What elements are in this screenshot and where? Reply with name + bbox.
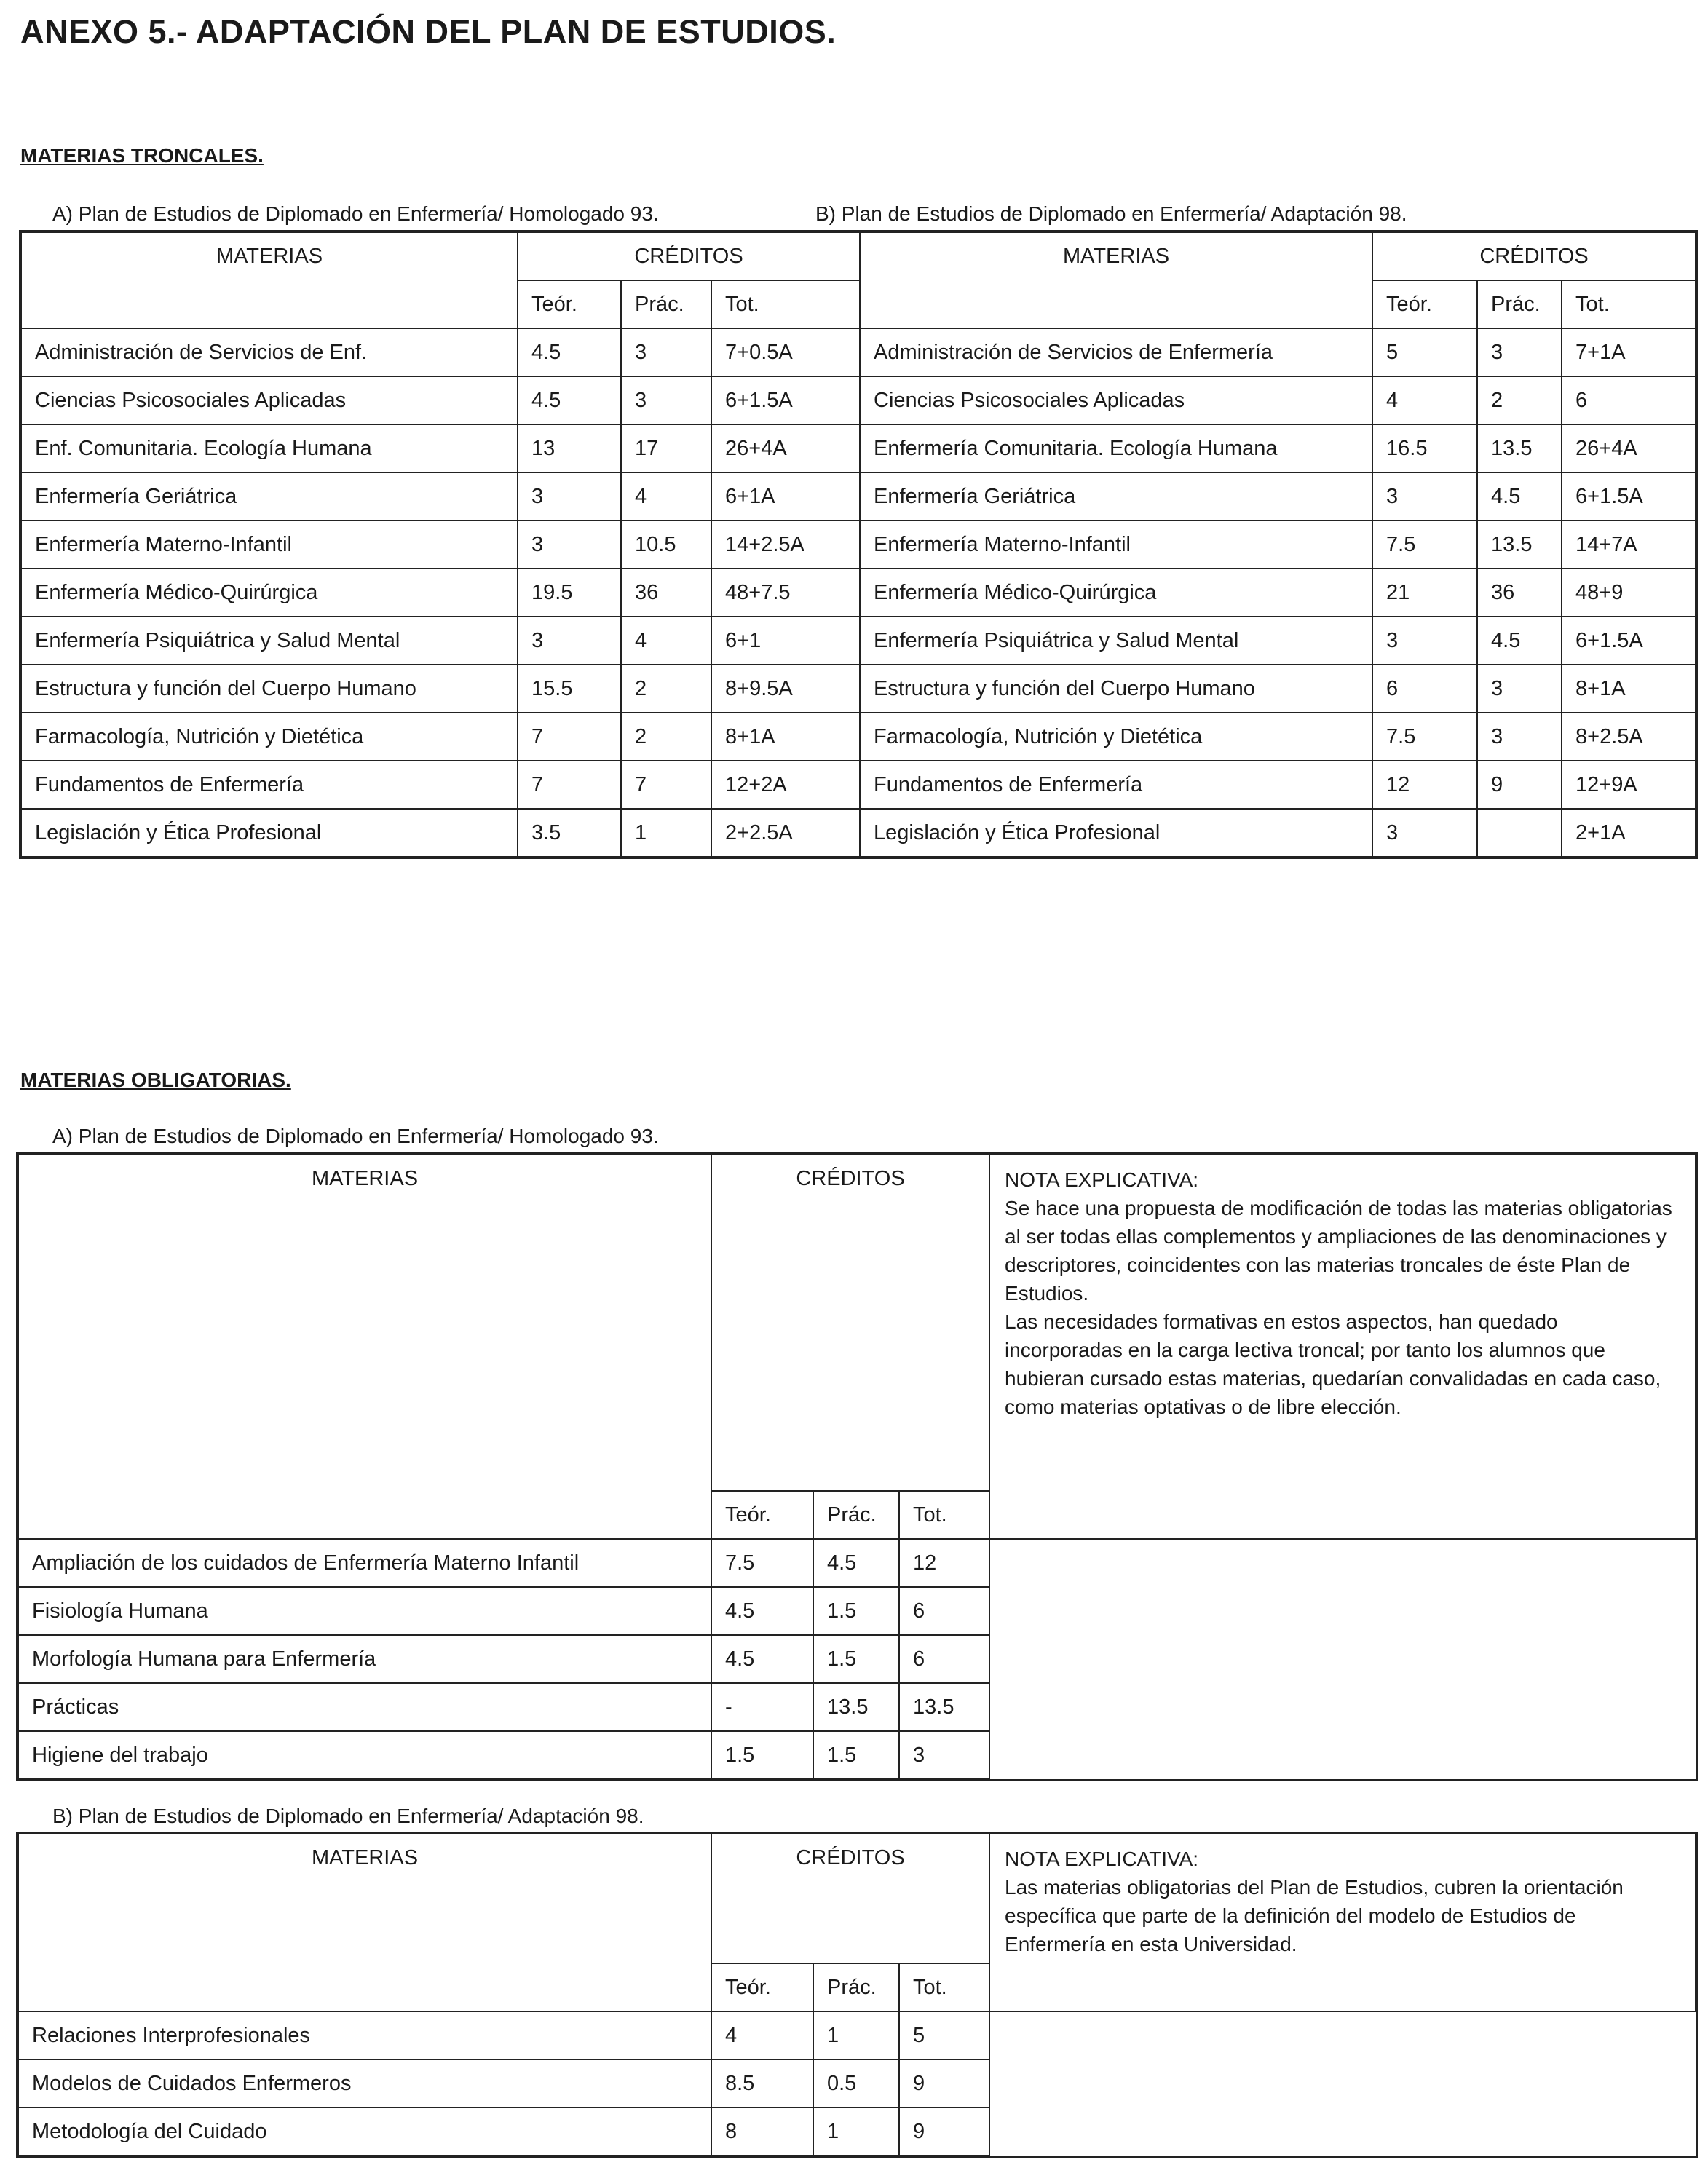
header-materias: MATERIAS <box>18 1155 711 1539</box>
cell-prac-b: 9 <box>1477 761 1562 809</box>
table-row <box>21 809 1696 857</box>
table-row <box>18 2059 1696 2107</box>
cell-prac: 1 <box>813 2107 899 2156</box>
cell-materia-a: Administración de Servicios de Enf. <box>21 328 518 376</box>
cell-prac-a: 4 <box>621 472 711 521</box>
table-row <box>18 1539 1696 1587</box>
nota-title: NOTA EXPLICATIVA: <box>1005 1168 1199 1191</box>
table-row <box>21 424 1696 472</box>
cell-teor-a: 15.5 <box>518 665 621 713</box>
cell-prac-b: 3 <box>1477 328 1562 376</box>
header-tot-b: Tot. <box>1562 280 1696 328</box>
cell-teor: 7.5 <box>711 1539 813 1587</box>
header-prac: Prác. <box>813 1963 899 2011</box>
cell-tot: 6 <box>899 1587 989 1635</box>
cell-tot-b: 7+1A <box>1562 328 1696 376</box>
cell-prac-b: 4.5 <box>1477 617 1562 665</box>
header-teor: Teór. <box>711 1963 813 2011</box>
header-prac-b: Prác. <box>1477 280 1562 328</box>
cell-prac-a: 17 <box>621 424 711 472</box>
page-title: ANEXO 5.- ADAPTACIÓN DEL PLAN DE ESTUDIOS. <box>20 13 837 50</box>
caption-obligatorias-b: B) Plan de Estudios de Diplomado en Enfermería/ Adaptación 98. <box>52 1805 644 1827</box>
cell-materia: Morfología Humana para Enfermería <box>18 1635 711 1683</box>
cell-prac-b <box>1477 809 1562 857</box>
cell-materia-b: Farmacología, Nutrición y Dietética <box>860 713 1372 761</box>
cell-prac-a: 4 <box>621 617 711 665</box>
header-tot-a: Tot. <box>711 280 860 328</box>
cell-teor-a: 13 <box>518 424 621 472</box>
cell-tot: 12 <box>899 1539 989 1587</box>
cell-tot-a: 8+9.5A <box>711 665 860 713</box>
cell-materia: Ampliación de los cuidados de Enfermería Materno Infantil <box>18 1539 711 1587</box>
cell-teor: - <box>711 1683 813 1731</box>
cell-teor: 1.5 <box>711 1731 813 1779</box>
cell-tot-a: 48+7.5 <box>711 569 860 617</box>
nota-explicativa <box>989 1834 1696 2011</box>
cell-materia: Fisiología Humana <box>18 1587 711 1635</box>
cell-prac-a: 10.5 <box>621 521 711 569</box>
table-row <box>21 472 1696 521</box>
cell-materia-b: Estructura y función del Cuerpo Humano <box>860 665 1372 713</box>
table-row <box>21 761 1696 809</box>
header-tot: Tot. <box>899 1491 989 1539</box>
header-materias: MATERIAS <box>18 1834 711 2011</box>
header-creditos-b: CRÉDITOS <box>1372 232 1696 280</box>
cell-tot-b: 6+1.5A <box>1562 472 1696 521</box>
cell-prac: 1.5 <box>813 1635 899 1683</box>
header-creditos-a: CRÉDITOS <box>518 232 860 280</box>
caption-troncales-b: B) Plan de Estudios de Diplomado en Enfermería/ Adaptación 98. <box>815 202 1407 225</box>
header-teor-a: Teór. <box>518 280 621 328</box>
cell-tot-a: 2+2.5A <box>711 809 860 857</box>
header-creditos: CRÉDITOS <box>711 1155 989 1491</box>
cell-prac-b: 3 <box>1477 713 1562 761</box>
cell-materia-a: Enfermería Médico-Quirúrgica <box>21 569 518 617</box>
header-prac: Prác. <box>813 1491 899 1539</box>
cell-tot: 13.5 <box>899 1683 989 1731</box>
cell-materia-b: Fundamentos de Enfermería <box>860 761 1372 809</box>
troncales-table <box>20 231 1696 858</box>
cell-tot: 5 <box>899 2011 989 2059</box>
caption-obligatorias-a: A) Plan de Estudios de Diplomado en Enfermería/ Homologado 93. <box>52 1125 659 1147</box>
obligatorias-a-table <box>17 1154 1696 1780</box>
cell-materia-a: Ciencias Psicosociales Aplicadas <box>21 376 518 424</box>
cell-tot-a: 26+4A <box>711 424 860 472</box>
cell-tot-b: 8+1A <box>1562 665 1696 713</box>
header-teor-b: Teór. <box>1372 280 1477 328</box>
cell-prac-b: 4.5 <box>1477 472 1562 521</box>
cell-teor-b: 4 <box>1372 376 1477 424</box>
caption-troncales-a: A) Plan de Estudios de Diplomado en Enfermería/ Homologado 93. <box>52 202 659 225</box>
cell-tot: 9 <box>899 2107 989 2156</box>
cell-prac-b: 3 <box>1477 665 1562 713</box>
cell-prac-b: 13.5 <box>1477 424 1562 472</box>
cell-prac-a: 2 <box>621 665 711 713</box>
table-row <box>18 1587 1696 1635</box>
cell-prac: 1 <box>813 2011 899 2059</box>
table-row <box>18 1635 1696 1683</box>
cell-teor-b: 5 <box>1372 328 1477 376</box>
cell-tot-b: 12+9A <box>1562 761 1696 809</box>
cell-teor-b: 16.5 <box>1372 424 1477 472</box>
header-tot: Tot. <box>899 1963 989 2011</box>
table-row <box>21 569 1696 617</box>
cell-tot: 6 <box>899 1635 989 1683</box>
cell-teor-b: 7.5 <box>1372 521 1477 569</box>
cell-prac-a: 7 <box>621 761 711 809</box>
cell-prac-a: 2 <box>621 713 711 761</box>
header-teor: Teór. <box>711 1491 813 1539</box>
cell-prac-b: 36 <box>1477 569 1562 617</box>
cell-materia-a: Enfermería Materno-Infantil <box>21 521 518 569</box>
cell-materia-b: Enfermería Comunitaria. Ecología Humana <box>860 424 1372 472</box>
cell-teor-a: 4.5 <box>518 376 621 424</box>
cell-teor-a: 3 <box>518 617 621 665</box>
cell-materia-a: Enfermería Geriátrica <box>21 472 518 521</box>
table-row <box>18 2107 1696 2156</box>
cell-materia-a: Enfermería Psiquiátrica y Salud Mental <box>21 617 518 665</box>
header-creditos: CRÉDITOS <box>711 1834 989 1963</box>
header-materias-a: MATERIAS <box>21 232 518 328</box>
table-row <box>18 2011 1696 2059</box>
cell-teor: 4.5 <box>711 1587 813 1635</box>
cell-materia: Relaciones Interprofesionales <box>18 2011 711 2059</box>
cell-tot-a: 12+2A <box>711 761 860 809</box>
cell-materia-b: Enfermería Psiquiátrica y Salud Mental <box>860 617 1372 665</box>
cell-tot-a: 8+1A <box>711 713 860 761</box>
nota-paragraph: Se hace una propuesta de modificación de todas las materias obligatorias al ser todas ellas complementos y ampliaciones de las denominaciones y descriptores, coincidentes con las materias troncales de éste Plan de Estudios. <box>1005 1197 1672 1305</box>
cell-teor-a: 7 <box>518 713 621 761</box>
cell-teor-a: 3 <box>518 472 621 521</box>
cell-teor-b: 12 <box>1372 761 1477 809</box>
cell-materia-b: Administración de Servicios de Enfermería <box>860 328 1372 376</box>
cell-tot: 3 <box>899 1731 989 1779</box>
cell-prac: 1.5 <box>813 1587 899 1635</box>
table-row <box>21 665 1696 713</box>
cell-tot-a: 7+0.5A <box>711 328 860 376</box>
section-heading-troncales: MATERIAS TRONCALES. <box>20 144 264 167</box>
cell-tot-a: 14+2.5A <box>711 521 860 569</box>
cell-tot-b: 26+4A <box>1562 424 1696 472</box>
cell-teor-b: 3 <box>1372 617 1477 665</box>
cell-materia-b: Legislación y Ética Profesional <box>860 809 1372 857</box>
cell-prac: 0.5 <box>813 2059 899 2107</box>
cell-materia: Higiene del trabajo <box>18 1731 711 1779</box>
cell-materia-a: Estructura y función del Cuerpo Humano <box>21 665 518 713</box>
cell-teor-a: 7 <box>518 761 621 809</box>
cell-teor-a: 19.5 <box>518 569 621 617</box>
table-row <box>21 376 1696 424</box>
cell-materia: Metodología del Cuidado <box>18 2107 711 2156</box>
cell-prac-b: 13.5 <box>1477 521 1562 569</box>
cell-tot-b: 8+2.5A <box>1562 713 1696 761</box>
cell-teor-b: 3 <box>1372 809 1477 857</box>
obligatorias-b-table <box>17 1833 1696 2156</box>
cell-teor-a: 3.5 <box>518 809 621 857</box>
cell-tot-b: 14+7A <box>1562 521 1696 569</box>
cell-teor-b: 3 <box>1372 472 1477 521</box>
cell-teor-b: 6 <box>1372 665 1477 713</box>
section-heading-obligatorias: MATERIAS OBLIGATORIAS. <box>20 1069 291 1091</box>
nota-paragraph: Las necesidades formativas en estos aspectos, han quedado incorporadas en la carga lectiva troncal; por tanto los alumnos que hubieran cursado estas materias, quedarían convalidadas en cada caso, como materias optativas o de libre elección. <box>1005 1310 1661 1418</box>
cell-tot-b: 6+1.5A <box>1562 617 1696 665</box>
cell-materia-a: Enf. Comunitaria. Ecología Humana <box>21 424 518 472</box>
cell-prac-a: 1 <box>621 809 711 857</box>
cell-materia-b: Enfermería Materno-Infantil <box>860 521 1372 569</box>
cell-teor: 4.5 <box>711 1635 813 1683</box>
cell-materia: Modelos de Cuidados Enfermeros <box>18 2059 711 2107</box>
cell-teor: 8.5 <box>711 2059 813 2107</box>
cell-teor-a: 4.5 <box>518 328 621 376</box>
cell-teor: 4 <box>711 2011 813 2059</box>
cell-materia-b: Enfermería Médico-Quirúrgica <box>860 569 1372 617</box>
cell-prac: 1.5 <box>813 1731 899 1779</box>
cell-materia-a: Fundamentos de Enfermería <box>21 761 518 809</box>
cell-tot-a: 6+1 <box>711 617 860 665</box>
cell-teor-a: 3 <box>518 521 621 569</box>
header-materias-b: MATERIAS <box>860 232 1372 328</box>
table-row <box>21 328 1696 376</box>
cell-materia-a: Legislación y Ética Profesional <box>21 809 518 857</box>
cell-tot-b: 48+9 <box>1562 569 1696 617</box>
cell-prac-a: 3 <box>621 328 711 376</box>
cell-tot-b: 6 <box>1562 376 1696 424</box>
cell-teor-b: 21 <box>1372 569 1477 617</box>
cell-materia-b: Enfermería Geriátrica <box>860 472 1372 521</box>
nota-explicativa <box>989 1155 1696 1539</box>
cell-prac: 4.5 <box>813 1539 899 1587</box>
header-prac-a: Prác. <box>621 280 711 328</box>
nota-title: NOTA EXPLICATIVA: <box>1005 1848 1199 1870</box>
table-row <box>21 521 1696 569</box>
cell-prac-a: 36 <box>621 569 711 617</box>
table-row <box>21 617 1696 665</box>
table-row <box>18 1683 1696 1731</box>
cell-tot-b: 2+1A <box>1562 809 1696 857</box>
cell-tot-a: 6+1A <box>711 472 860 521</box>
cell-materia-b: Ciencias Psicosociales Aplicadas <box>860 376 1372 424</box>
cell-prac: 13.5 <box>813 1683 899 1731</box>
cell-materia: Prácticas <box>18 1683 711 1731</box>
table-row <box>18 1731 1696 1779</box>
cell-tot-a: 6+1.5A <box>711 376 860 424</box>
cell-tot: 9 <box>899 2059 989 2107</box>
table-row <box>21 713 1696 761</box>
cell-teor-b: 7.5 <box>1372 713 1477 761</box>
cell-prac-b: 2 <box>1477 376 1562 424</box>
cell-prac-a: 3 <box>621 376 711 424</box>
nota-paragraph: Las materias obligatorias del Plan de Estudios, cubren la orientación específica que parte de la definición del modelo de Estudios de Enfermería en esta Universidad. <box>1005 1876 1624 1955</box>
cell-materia-a: Farmacología, Nutrición y Dietética <box>21 713 518 761</box>
cell-teor: 8 <box>711 2107 813 2156</box>
